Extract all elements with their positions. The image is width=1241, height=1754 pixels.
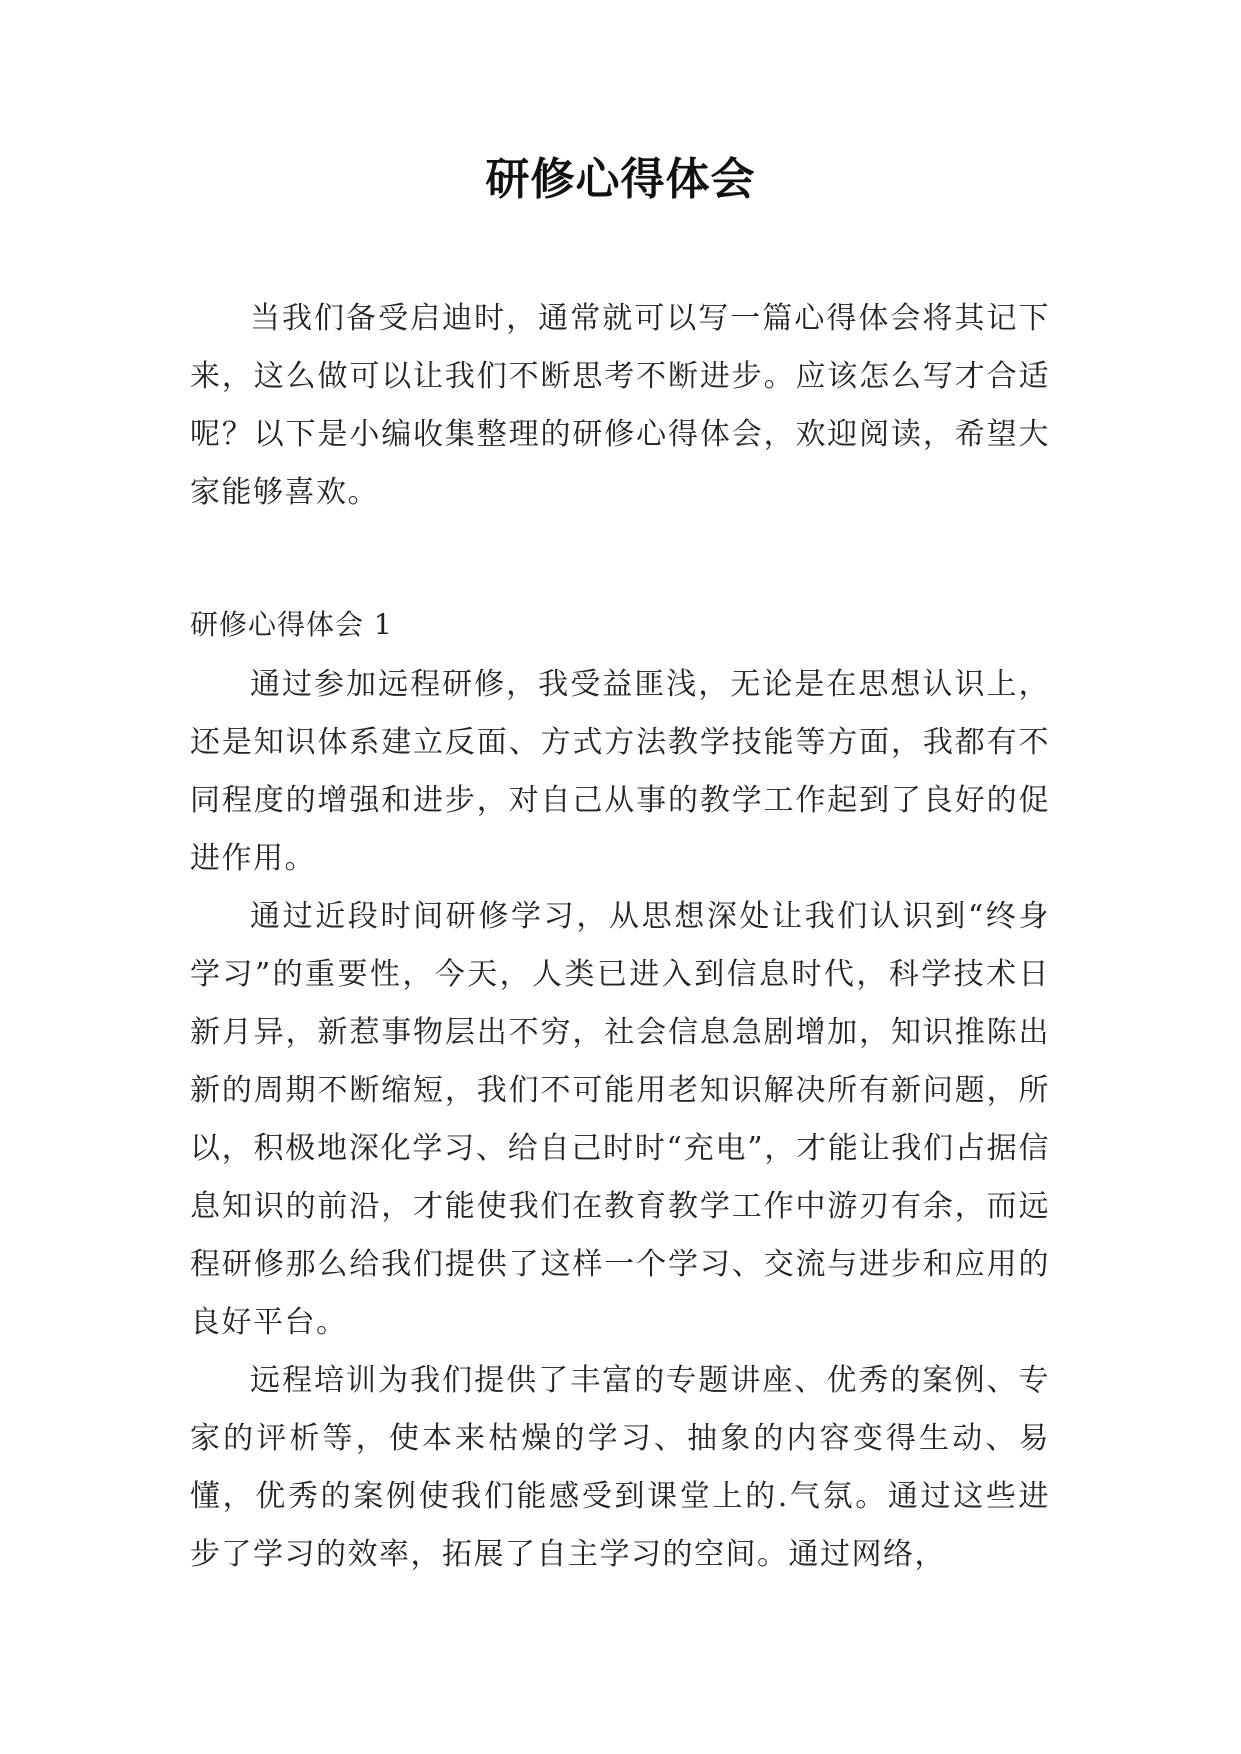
body-paragraph: 远程培训为我们提供了丰富的专题讲座、优秀的案例、专家的评析等，使本来枯燥的学习、抽象的内容变得生动、易懂，优秀的案例使我们能感受到课堂上的.气氛。通过这些进步了学习的效率，拓展了自主学习的空间。通过网络， — [190, 1363, 1050, 1572]
body-paragraph: 通过参加远程研修，我受益匪浅，无论是在思想认识上，还是知识体系建立反面、方式方法教学技能等方面，我都有不同程度的增强和进步，对自己从事的教学工作起到了良好的促进作用。 — [190, 667, 1050, 876]
intro-paragraph: 当我们备受启迪时，通常就可以写一篇心得体会将其记下来，这么做可以让我们不断思考不断进步。应该怎么写才合适呢？以下是小编收集整理的研修心得体会，欢迎阅读，希望大家能够喜欢。 — [190, 301, 1050, 510]
body-paragraph: 通过近段时间研修学习，从思想深处让我们认识到“终身学习”的重要性，今天，人类已进入到信息时代，科学技术日新月异，新惹事物层出不穷，社会信息急剧增加，知识推陈出新的周期不断缩短，我们不可能用老知识解决所有新问题，所以，积极地深化学习、给自己时时“充电”，才能让我们占据信息知识的前沿，才能使我们在教育教学工作中游刃有余，而远程研修那么给我们提供了这样一个学习、交流与进步和应用的良好平台。 — [190, 899, 1050, 1340]
document-body — [190, 290, 1050, 1584]
section-heading: 研修心得体会 1 — [190, 608, 393, 641]
document-title: 研修心得体会 — [485, 154, 756, 205]
